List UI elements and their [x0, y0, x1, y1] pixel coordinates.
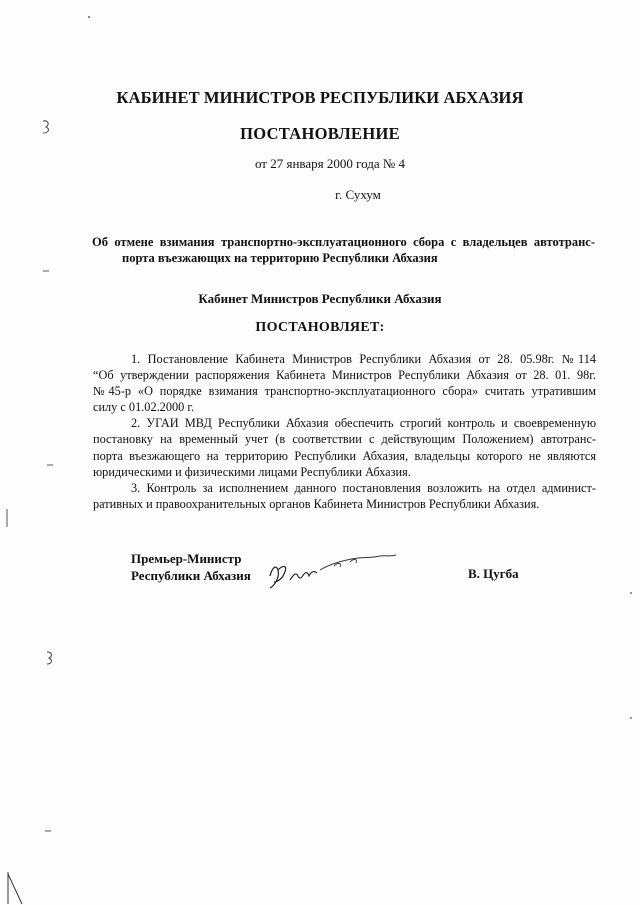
body-line: №45-р «О порядке взимания транспортно-эксплуатационного сбора» считать утратившим: [93, 384, 596, 399]
scan-artifact: [86, 14, 92, 20]
document-type: ПОСТАНОВЛЕНИЕ: [240, 124, 400, 143]
subject-line-1: Об отмене взимания транспортно-эксплуатационного сбора с владельцев автотранс-: [92, 235, 595, 249]
scan-artifact: [44, 828, 52, 834]
scan-artifact: [46, 462, 54, 468]
scan-artifact: [44, 650, 56, 666]
signatory-position-line-1: Премьер-Министр: [131, 551, 242, 566]
issuer: Кабинет Министров Республики Абхазия: [198, 291, 442, 306]
organization-title: КАБИНЕТ МИНИСТРОВ РЕСПУБЛИКИ АБХАЗИЯ: [116, 88, 524, 107]
body-line: 3. Контроль за исполнением данного постановления возложить на отдел админист-: [131, 480, 596, 495]
handwritten-signature: [262, 546, 412, 596]
document-date-number: от 27 января 2000 года № 4: [254, 156, 406, 171]
body-line: “Об утверждении распоряжения Кабинета Министров Республики Абхазия от 28. 01. 98г.: [93, 368, 596, 383]
body-line: юридическими и физическими лицами Республики Абхазия.: [93, 464, 411, 479]
document-subject: [92, 234, 595, 266]
body-line: 2. УГАИ МВД Республики Абхазия обеспечить строгий контроль и своевременную: [131, 416, 596, 431]
body-line: силу с 01.02.2000 г.: [93, 400, 195, 415]
signatory-position: [131, 550, 251, 584]
document-body: [93, 351, 596, 512]
body-line: ративных и правоохранительных органов Кабинета Министров Республики Абхазия.: [93, 496, 540, 511]
body-line: порта въезжающего на территорию Республики Абхазия, владельцы которого не являются: [93, 448, 596, 463]
signatory-name: В. Цугба: [468, 566, 519, 581]
body-line: 1. Постановление Кабинета Министров Республики Абхазия от 28. 05.98г. №114: [131, 352, 596, 366]
document-city: г. Сухум: [335, 187, 381, 202]
scan-artifact: [42, 268, 50, 274]
signatory-position-line-2: Республики Абхазия: [131, 568, 251, 583]
scan-artifact: [6, 870, 24, 905]
scan-artifact: [5, 508, 9, 528]
scan-artifact: [628, 715, 634, 721]
body-line: постановку на временный учет (в соответствии с действующим Положением) автотранс-: [93, 432, 596, 447]
decree-heading: ПОСТАНОВЛЯЕТ:: [255, 320, 385, 335]
scan-artifact: [628, 590, 634, 596]
subject-line-2: порта въезжающих на территорию Республики Абхазия: [122, 251, 438, 265]
scan-artifact: [40, 118, 54, 136]
